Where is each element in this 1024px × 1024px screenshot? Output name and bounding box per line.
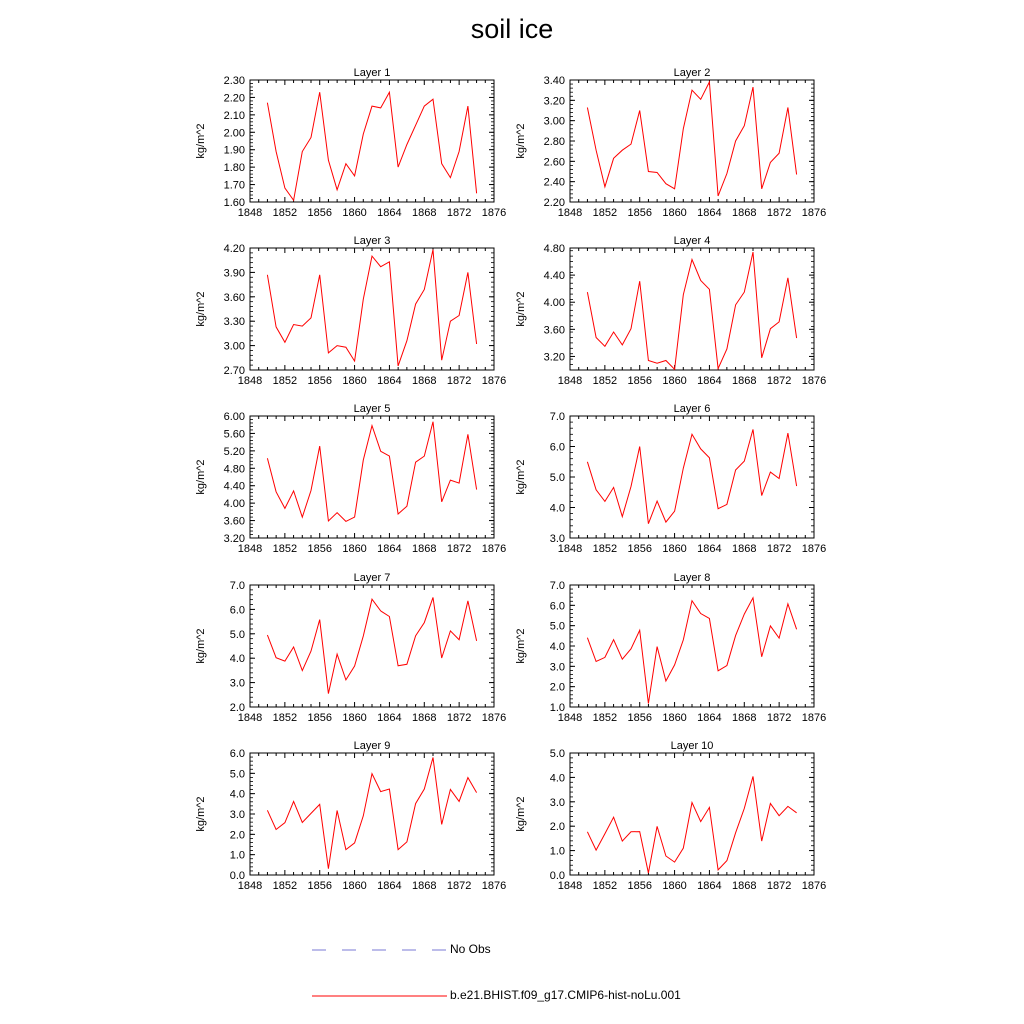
x-tick-label: 1852 bbox=[272, 880, 298, 892]
series-line bbox=[587, 252, 796, 369]
panel-title: Layer 1 bbox=[353, 67, 391, 79]
y-tick-label: 7.0 bbox=[549, 411, 565, 423]
x-tick-label: 1848 bbox=[557, 543, 583, 555]
legend-label-no-obs: No Obs bbox=[450, 942, 491, 956]
panel-layer-3 bbox=[195, 235, 506, 387]
y-tick-label: 3.20 bbox=[543, 95, 565, 108]
x-tick-label: 1860 bbox=[662, 543, 687, 555]
panel-title: Layer 9 bbox=[353, 740, 391, 752]
y-tick-label: 2.40 bbox=[543, 176, 565, 189]
x-tick-label: 1868 bbox=[732, 543, 757, 555]
x-tick-label: 1868 bbox=[732, 880, 757, 892]
panel-layer-9 bbox=[195, 740, 506, 892]
y-axis-label: kg/m^2 bbox=[515, 796, 527, 832]
x-tick-label: 1860 bbox=[342, 375, 367, 387]
y-tick-label: 1.60 bbox=[223, 197, 245, 209]
plot-frame bbox=[250, 248, 494, 370]
y-tick-label: 4.80 bbox=[223, 463, 245, 476]
plot-frame bbox=[250, 80, 494, 202]
x-tick-label: 1876 bbox=[801, 207, 827, 219]
x-tick-label: 1852 bbox=[592, 712, 618, 724]
figure-title: soil ice bbox=[470, 14, 554, 44]
x-tick-label: 1852 bbox=[272, 375, 298, 387]
x-tick-label: 1872 bbox=[766, 543, 792, 555]
x-tick-label: 1876 bbox=[481, 543, 507, 555]
x-tick-label: 1876 bbox=[481, 207, 507, 219]
x-tick-label: 1848 bbox=[557, 712, 583, 724]
plot-frame bbox=[570, 248, 814, 370]
panel-title: Layer 3 bbox=[353, 235, 391, 247]
panel-title: Layer 8 bbox=[673, 572, 711, 584]
plot-frame bbox=[250, 416, 494, 538]
x-tick-label: 1868 bbox=[412, 543, 437, 555]
y-tick-label: 1.70 bbox=[223, 179, 245, 192]
x-tick-label: 1856 bbox=[627, 712, 652, 724]
y-axis-label: kg/m^2 bbox=[515, 628, 527, 664]
x-tick-label: 1876 bbox=[801, 543, 827, 555]
x-tick-label: 1872 bbox=[766, 375, 792, 387]
x-tick-label: 1860 bbox=[662, 207, 687, 219]
x-tick-label: 1856 bbox=[307, 375, 332, 387]
series-line bbox=[587, 776, 796, 873]
x-tick-label: 1852 bbox=[592, 375, 618, 387]
y-tick-label: 3.90 bbox=[223, 267, 245, 280]
y-tick-label: 0.0 bbox=[229, 870, 245, 882]
y-axis-label: kg/m^2 bbox=[515, 123, 527, 159]
x-tick-label: 1856 bbox=[307, 880, 332, 892]
y-axis-label: kg/m^2 bbox=[515, 291, 527, 327]
y-tick-label: 2.0 bbox=[229, 829, 245, 842]
plot-frame bbox=[250, 585, 494, 707]
x-tick-label: 1876 bbox=[801, 375, 827, 387]
panel-title: Layer 4 bbox=[673, 235, 711, 247]
x-tick-label: 1868 bbox=[732, 207, 757, 219]
x-tick-label: 1864 bbox=[697, 712, 722, 724]
y-tick-label: 4.0 bbox=[229, 653, 245, 666]
panel-layer-6 bbox=[515, 403, 826, 555]
y-tick-label: 2.20 bbox=[223, 92, 245, 105]
x-tick-label: 1852 bbox=[272, 543, 298, 555]
y-tick-label: 3.0 bbox=[549, 533, 565, 545]
x-tick-label: 1864 bbox=[697, 207, 722, 219]
y-tick-label: 5.0 bbox=[549, 620, 565, 633]
plot-frame bbox=[250, 753, 494, 875]
y-tick-label: 2.60 bbox=[543, 156, 565, 169]
legend-label-model: b.e21.BHIST.f09_g17.CMIP6-hist-noLu.001 bbox=[450, 988, 681, 1002]
y-tick-label: 3.30 bbox=[223, 316, 245, 329]
panel-layer-2 bbox=[515, 67, 826, 219]
y-axis-label: kg/m^2 bbox=[515, 459, 527, 495]
x-tick-label: 1868 bbox=[412, 880, 437, 892]
x-tick-label: 1868 bbox=[412, 375, 437, 387]
y-tick-label: 7.0 bbox=[549, 580, 565, 592]
y-tick-label: 3.60 bbox=[223, 515, 245, 528]
y-tick-label: 5.60 bbox=[223, 428, 245, 441]
x-tick-label: 1872 bbox=[446, 712, 472, 724]
x-tick-label: 1852 bbox=[592, 880, 618, 892]
y-tick-label: 4.00 bbox=[543, 297, 565, 310]
y-tick-label: 2.10 bbox=[223, 109, 245, 122]
y-tick-label: 0.0 bbox=[549, 870, 565, 882]
x-tick-label: 1860 bbox=[342, 543, 367, 555]
y-tick-label: 5.0 bbox=[229, 768, 245, 781]
x-tick-label: 1852 bbox=[592, 207, 618, 219]
y-axis-label: kg/m^2 bbox=[195, 796, 207, 832]
y-tick-label: 6.0 bbox=[549, 441, 565, 454]
x-tick-label: 1860 bbox=[662, 712, 687, 724]
panel-layer-5 bbox=[195, 403, 506, 555]
x-tick-label: 1876 bbox=[481, 375, 507, 387]
x-tick-label: 1876 bbox=[801, 712, 827, 724]
panel-title: Layer 10 bbox=[670, 740, 714, 752]
x-tick-label: 1876 bbox=[481, 880, 507, 892]
x-tick-label: 1864 bbox=[377, 712, 402, 724]
x-tick-label: 1872 bbox=[766, 712, 792, 724]
y-tick-label: 4.40 bbox=[543, 270, 565, 283]
y-tick-label: 7.0 bbox=[229, 580, 245, 592]
x-tick-label: 1872 bbox=[446, 375, 472, 387]
y-tick-label: 4.0 bbox=[549, 502, 565, 515]
x-tick-label: 1872 bbox=[446, 207, 472, 219]
x-tick-label: 1856 bbox=[627, 375, 652, 387]
x-tick-label: 1848 bbox=[237, 543, 263, 555]
x-tick-label: 1848 bbox=[237, 375, 263, 387]
series-line bbox=[587, 598, 796, 704]
x-tick-label: 1872 bbox=[446, 880, 472, 892]
y-tick-label: 2.20 bbox=[543, 197, 565, 209]
y-tick-label: 3.0 bbox=[549, 661, 565, 674]
x-tick-label: 1860 bbox=[342, 712, 367, 724]
x-tick-label: 1848 bbox=[557, 880, 583, 892]
y-tick-label: 3.0 bbox=[549, 796, 565, 809]
x-tick-label: 1872 bbox=[446, 543, 472, 555]
x-tick-label: 1872 bbox=[766, 207, 792, 219]
x-tick-label: 1856 bbox=[627, 207, 652, 219]
y-tick-label: 6.0 bbox=[229, 748, 245, 760]
x-tick-label: 1852 bbox=[592, 543, 618, 555]
x-tick-label: 1860 bbox=[662, 375, 687, 387]
y-tick-label: 4.0 bbox=[549, 641, 565, 653]
panel-title: Layer 6 bbox=[673, 403, 711, 415]
panel-layer-8 bbox=[515, 572, 826, 724]
y-tick-label: 4.80 bbox=[543, 243, 565, 255]
y-tick-label: 3.0 bbox=[229, 809, 245, 821]
y-tick-label: 4.40 bbox=[223, 480, 245, 493]
y-axis-label: kg/m^2 bbox=[195, 459, 207, 495]
y-tick-label: 6.00 bbox=[223, 411, 245, 423]
y-tick-label: 5.0 bbox=[549, 748, 565, 760]
y-axis-label: kg/m^2 bbox=[195, 123, 207, 159]
y-tick-label: 4.0 bbox=[549, 772, 565, 785]
y-tick-label: 6.0 bbox=[549, 600, 565, 613]
y-tick-label: 2.0 bbox=[549, 821, 565, 834]
y-tick-label: 2.0 bbox=[549, 681, 565, 694]
plot-frame bbox=[570, 80, 814, 202]
y-tick-label: 3.00 bbox=[223, 340, 245, 353]
x-tick-label: 1856 bbox=[307, 543, 332, 555]
x-tick-label: 1856 bbox=[307, 712, 332, 724]
x-tick-label: 1860 bbox=[662, 880, 687, 892]
x-tick-label: 1864 bbox=[377, 543, 402, 555]
y-tick-label: 2.80 bbox=[543, 136, 565, 148]
y-tick-label: 1.0 bbox=[549, 702, 565, 714]
series-line bbox=[267, 422, 476, 522]
y-tick-label: 4.00 bbox=[223, 498, 245, 511]
y-axis-label: kg/m^2 bbox=[195, 628, 207, 664]
x-tick-label: 1868 bbox=[412, 207, 437, 219]
x-tick-label: 1848 bbox=[237, 712, 263, 724]
series-line bbox=[587, 82, 796, 196]
x-tick-label: 1868 bbox=[412, 712, 437, 724]
x-tick-label: 1864 bbox=[377, 375, 402, 387]
x-tick-label: 1860 bbox=[342, 880, 367, 892]
series-line bbox=[587, 429, 796, 523]
y-tick-label: 1.90 bbox=[223, 144, 245, 157]
x-tick-label: 1852 bbox=[272, 207, 298, 219]
y-tick-label: 5.0 bbox=[549, 472, 565, 484]
x-tick-label: 1856 bbox=[627, 880, 652, 892]
series-line bbox=[267, 92, 476, 200]
y-tick-label: 2.00 bbox=[223, 127, 245, 140]
y-axis-label: kg/m^2 bbox=[195, 291, 207, 327]
x-tick-label: 1864 bbox=[697, 880, 722, 892]
x-tick-label: 1876 bbox=[801, 880, 827, 892]
panel-title: Layer 5 bbox=[353, 403, 391, 415]
x-tick-label: 1852 bbox=[272, 712, 298, 724]
x-tick-label: 1868 bbox=[732, 712, 757, 724]
x-tick-label: 1868 bbox=[732, 375, 757, 387]
y-tick-label: 3.20 bbox=[223, 533, 245, 545]
x-tick-label: 1864 bbox=[697, 375, 722, 387]
x-tick-label: 1848 bbox=[557, 207, 583, 219]
y-tick-label: 1.0 bbox=[229, 849, 245, 862]
y-tick-label: 3.00 bbox=[543, 115, 565, 128]
panel-layer-7 bbox=[195, 572, 506, 724]
x-tick-label: 1848 bbox=[237, 880, 263, 892]
y-tick-label: 4.0 bbox=[229, 788, 245, 801]
y-tick-label: 3.0 bbox=[229, 677, 245, 690]
y-tick-label: 3.20 bbox=[543, 351, 565, 364]
y-tick-label: 2.30 bbox=[223, 75, 245, 87]
y-tick-label: 5.20 bbox=[223, 445, 245, 458]
x-tick-label: 1864 bbox=[697, 543, 722, 555]
y-tick-label: 4.20 bbox=[223, 243, 245, 255]
x-tick-label: 1848 bbox=[237, 207, 263, 219]
panel-layer-1 bbox=[195, 67, 506, 219]
x-tick-label: 1848 bbox=[557, 375, 583, 387]
panel-title: Layer 7 bbox=[353, 572, 391, 584]
series-line bbox=[267, 250, 476, 366]
y-tick-label: 3.40 bbox=[543, 75, 565, 87]
y-tick-label: 3.60 bbox=[223, 291, 245, 304]
panel-title: Layer 2 bbox=[673, 67, 711, 79]
x-tick-label: 1872 bbox=[766, 880, 792, 892]
x-tick-label: 1856 bbox=[627, 543, 652, 555]
series-line bbox=[267, 758, 476, 869]
plot-frame bbox=[570, 585, 814, 707]
y-tick-label: 2.0 bbox=[229, 702, 245, 714]
x-tick-label: 1856 bbox=[307, 207, 332, 219]
y-tick-label: 2.70 bbox=[223, 365, 245, 377]
y-tick-label: 1.80 bbox=[223, 162, 245, 175]
y-tick-label: 3.60 bbox=[543, 324, 565, 337]
x-tick-label: 1876 bbox=[481, 712, 507, 724]
series-line bbox=[267, 597, 476, 693]
y-tick-label: 6.0 bbox=[229, 604, 245, 617]
y-tick-label: 1.0 bbox=[549, 845, 565, 858]
x-tick-label: 1864 bbox=[377, 880, 402, 892]
y-tick-label: 5.0 bbox=[229, 628, 245, 641]
panel-layer-10 bbox=[515, 740, 826, 892]
x-tick-label: 1860 bbox=[342, 207, 367, 219]
panel-layer-4 bbox=[515, 235, 826, 387]
x-tick-label: 1864 bbox=[377, 207, 402, 219]
